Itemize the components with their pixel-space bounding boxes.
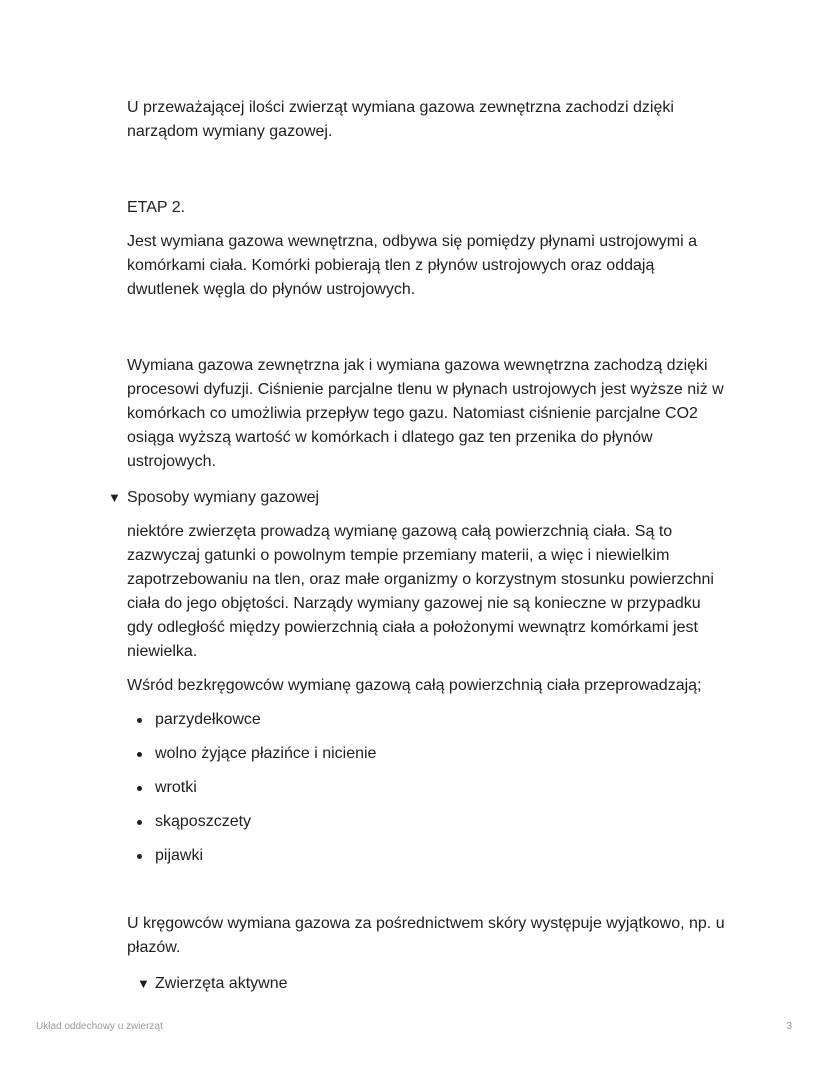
footer-title: Układ oddechowy u zwierząt [36, 1021, 163, 1032]
list-item-text: wolno żyjące płazińce i nicienie [155, 745, 377, 762]
list-item-text: skąposzczety [155, 813, 252, 830]
section-label: ETAP 2. [127, 199, 186, 216]
paragraph: niektóre zwierzęta prowadzą wymianę gazową całą powierzchnią ciała. Są to zazwyczaj gatunki o powolnym tempie przemiany materii, a więc i niewielkim zapotrzebowaniu na tlen, oraz małe organizmy o korzystnym stosunku powierzchni ciała do jego objętości. Narządy wymiany gazowej nie są konieczne w przypadku gdy odległość między powierzchnią ciała a położonymi wewnątrz komórkami jest niewielka. [127, 523, 714, 660]
toggle-label[interactable]: Sposoby wymiany gazowej [127, 489, 320, 506]
bullet-list [127, 708, 727, 868]
list-item [127, 708, 727, 732]
paragraph: Wśród bezkręgowców wymianę gazową całą powierzchnią ciała przeprowadzają; [127, 677, 702, 694]
bullet-icon [137, 820, 142, 825]
list-item-text: parzydełkowce [155, 711, 261, 728]
paragraph: U przeważającej ilości zwierząt wymiana gazowa zewnętrzna zachodzi dzięki narządom wymiany gazowej. [127, 99, 674, 140]
list-item [127, 844, 727, 868]
triangle-down-icon[interactable]: ▼ [137, 976, 150, 991]
bullet-icon [137, 854, 142, 859]
paragraph: Jest wymiana gazowa wewnętrzna, odbywa się pomiędzy płynami ustrojowymi a komórkami ciała. Komórki pobierają tlen z płynów ustrojowych oraz oddają dwutlenek węgla do płynów ustrojowych. [127, 233, 698, 298]
page-content [108, 96, 727, 996]
toggle-sposoby-wymiany-gazowej[interactable] [108, 486, 727, 510]
list-item [127, 742, 727, 766]
page-number: 3 [786, 1021, 792, 1032]
list-item-text: wrotki [155, 779, 197, 796]
list-item-text: pijawki [155, 847, 204, 864]
triangle-down-icon[interactable]: ▼ [108, 490, 121, 505]
toggle-zwierzeta-aktywne[interactable] [137, 972, 727, 996]
toggle-label[interactable]: Zwierzęta aktywne [155, 975, 288, 992]
paragraph: U kręgowców wymiana gazowa za pośrednictwem skóry występuje wyjątkowo, np. u płazów. [127, 915, 725, 956]
paragraph: Wymiana gazowa zewnętrzna jak i wymiana gazowa wewnętrzna zachodzą dzięki procesowi dyfuzji. Ciśnienie parcjalne tlenu w płynach ustrojowych jest wyższe niż w komórkach co umożliwia przepływ tego gazu. Natomiast ciśnienie parcjalne CO2 osiąga wyższą wartość w komórkach i dlatego gaz ten przenika do płynów ustrojowych. [127, 357, 724, 470]
bullet-icon [137, 718, 142, 723]
bullet-icon [137, 752, 142, 757]
list-item [127, 776, 727, 800]
list-item [127, 810, 727, 834]
bullet-icon [137, 786, 142, 791]
